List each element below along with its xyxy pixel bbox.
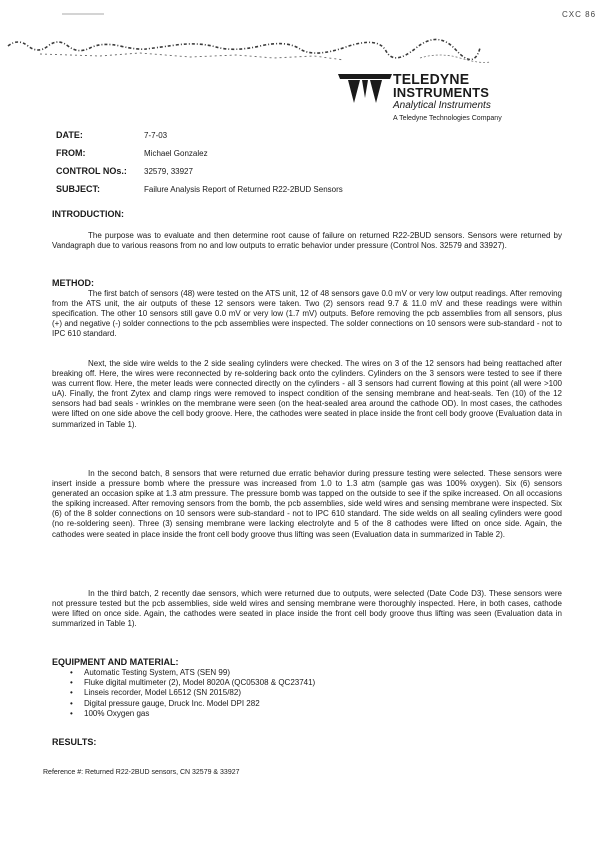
control-value: 32579, 33927 <box>144 167 193 176</box>
introduction-heading: INTRODUCTION: <box>52 209 124 219</box>
method-text-2: Next, the side wire welds to the 2 side sealing cylinders were checked. The wires on 3 of the 12 sensors had being reattached after breaking off. Here, the wires were reconnected by re-soldering back onto the cylinders. Cylinders on the 3 sensors were tested to see if there was current flow. Here, the meter leads were connected directly on the cylinders - all 3 sensors had current flowing at this point (all were >100 uA). Finally, the front Zytex and clamp rings were removed to inspect condition of the sensing membrane and heat-seals. Ten (10) of the 12 sensors had bad seals - wrinkles on the membrane were seen (on the heat-sealed area around the cathode OD). In most cases, the cathodes were lifted on one side above the cell body groove. Here, the cathodes were seated in place inside the front cell body groove (Evaluation data in summarized in Table 1). <box>52 359 562 429</box>
bullet-icon: • <box>70 678 73 688</box>
subject-label: SUBJECT: <box>56 184 101 194</box>
from-value: Michael Gonzalez <box>144 149 208 158</box>
method-paragraph-3 <box>52 469 562 540</box>
list-item: • 100% Oxygen gas <box>70 708 150 718</box>
company-sub: INSTRUMENTS <box>393 85 490 100</box>
bullet-icon: • <box>70 698 73 708</box>
method-text-3: In the second batch, 8 sensors that were returned due erratic behavior during pressure testing were selected. These sensors were insert inside a pressure bomb where the pressure was increased from 1.0 to 1.3 atm (sample gas was 100% oxygen). Six (6) sensors generated an occasion spike at 1.3 atm pressure. The pressure bomb was tapped on the outside to see if the spike increased. On all occasions the spiking increased. After removing sensors from the bomb, the pcb assemblies, side weld wires and sensing membrane were inspected. Six (6) of the 8 solder connections on 10 sensors were sub-standard - not to IPC 610 standard. The side welds on all sealing cylinders were good (no re-soldering seen). Three (3) sensing membrane were lacking electrolyte and 5 of the 8 cathodes were lifted on once side. Again, the cathodes were seated in place inside the front cell body groove thus lifting was seen (Evaluation data in summarized in Table 2). <box>52 469 562 539</box>
list-item: • Linseis recorder, Model L6512 (SN 2015/82) <box>70 688 241 698</box>
page-mark: CXC 86 <box>562 10 597 19</box>
date-label: DATE: <box>56 130 83 140</box>
list-item: • Automatic Testing System, ATS (SEN 99) <box>70 668 230 677</box>
list-item: • Fluke digital multimeter (2), Model 8020A (QC05308 & QC23741) <box>70 678 316 688</box>
subject-value: Failure Analysis Report of Returned R22-2BUD Sensors <box>144 185 343 194</box>
method-paragraph-1 <box>52 289 562 339</box>
introduction-paragraph <box>52 231 562 251</box>
bullet-icon: • <box>70 688 73 698</box>
results-heading: RESULTS: <box>52 737 97 747</box>
method-paragraph-4 <box>52 589 562 629</box>
bullet-icon: • <box>70 708 73 718</box>
list-item: • Digital pressure gauge, Druck Inc. Model DPI 282 <box>70 698 260 708</box>
footer-reference: Reference #: Returned R22-2BUD sensors, CN 32579 & 33927 <box>43 769 240 776</box>
method-text-1: The first batch of sensors (48) were tested on the ATS unit, 12 of 48 sensors gave 0.0 mV or very low output readings. After removing from the ATS unit, the air outputs of these 12 sensors were taken. Two (2) sensors read 9.7 & 11.0 mV and these readings were within specification. The other 10 sensors still gave 0.0 mV or very low (1.7 mV) outputs. Before removing the pcb assemblies from all sensors, plus (+) and negative (-) solder connections to the pcb assemblies were inspected. The solder connections on 10 sensors were sub-standard - not to IPC 610 standard. <box>52 289 562 339</box>
company-parent: A Teledyne Technologies Company <box>393 115 502 122</box>
method-paragraph-2 <box>52 359 562 430</box>
introduction-text: The purpose was to evaluate and then determine root cause of failure on returned R22-2BUD sensors. Sensors were returned by Vandagraph due to various reasons from no and low outputs to erratic behavior under pressure (Control Nos. 32579 and 33927). <box>52 231 562 251</box>
date-value: 7-7-03 <box>144 131 168 140</box>
equipment-heading: EQUIPMENT AND MATERIAL: <box>52 657 179 667</box>
equipment-list <box>70 668 315 719</box>
company-division: Analytical Instruments <box>393 100 491 111</box>
company-name: TELEDYNE <box>393 70 470 88</box>
method-text-4: In the third batch, 2 recently dae sensors, which were returned due to outputs, were selected (Date Code D3). These sensors were not pressure tested but the pcb assemblies, side weld wires and sensing membrane were thoroughly inspected. Here, in both cases, cathode were lifted on once side. Again, the cathodes were seated in place inside the front cell body groove thus lifting was seen (Evaluation data in summarized in Table 1). <box>52 589 562 629</box>
method-heading: METHOD: <box>52 278 94 288</box>
from-label: FROM: <box>56 148 86 158</box>
teledyne-logo-icon <box>336 70 394 104</box>
control-label: CONTROL NOs.: <box>56 166 127 176</box>
bullet-icon: • <box>70 668 73 677</box>
company-logo <box>336 66 606 128</box>
